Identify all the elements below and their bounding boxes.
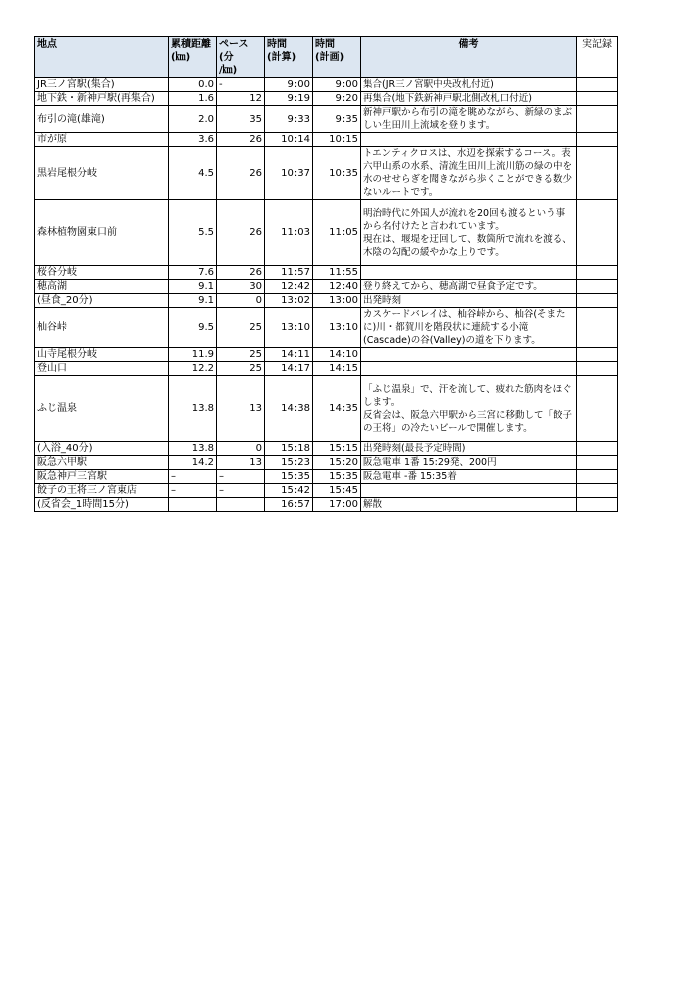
cell-pace: -	[217, 78, 265, 92]
cell-time-plan: 14:10	[313, 348, 361, 362]
cell-pace: 0	[217, 294, 265, 308]
cell-time-calc: 9:00	[265, 78, 313, 92]
cell-record	[577, 498, 618, 512]
cell-pace: 26	[217, 147, 265, 200]
cell-time-calc: 15:18	[265, 442, 313, 456]
cell-time-plan: 11:05	[313, 200, 361, 266]
cell-time-calc: 15:35	[265, 470, 313, 484]
cell-time-plan: 17:00	[313, 498, 361, 512]
cell-time-plan: 14:15	[313, 362, 361, 376]
table-row	[35, 470, 618, 484]
cell-distance: 9.5	[169, 308, 217, 348]
cell-notes	[361, 78, 577, 92]
note-paragraph: 新神戸駅から布引の滝を眺めながら、新緑のまぶしい生田川上流域を登ります。	[363, 107, 573, 131]
cell-time-plan: 15:15	[313, 442, 361, 456]
cell-notes	[361, 294, 577, 308]
cell-pace: 13	[217, 376, 265, 442]
cell-notes	[361, 348, 577, 362]
cell-notes	[361, 442, 577, 456]
cell-distance: 4.5	[169, 147, 217, 200]
cell-location: 山寺尾根分岐	[35, 348, 169, 362]
cell-pace: 26	[217, 200, 265, 266]
table-row	[35, 484, 618, 498]
cell-record	[577, 294, 618, 308]
cell-distance	[169, 498, 217, 512]
cell-time-calc: 9:33	[265, 106, 313, 133]
cell-time-calc: 13:02	[265, 294, 313, 308]
cell-time-calc: 11:57	[265, 266, 313, 280]
cell-time-calc: 16:57	[265, 498, 313, 512]
cell-location: ふじ温泉	[35, 376, 169, 442]
cell-time-plan: 15:45	[313, 484, 361, 498]
note-paragraph: 阪急電車 1番 15:29発、200円	[363, 457, 497, 468]
cell-record	[577, 266, 618, 280]
table-row	[35, 498, 618, 512]
cell-pace: 26	[217, 266, 265, 280]
table-row	[35, 294, 618, 308]
cell-pace: –	[217, 470, 265, 484]
note-paragraph: 出発時刻	[363, 295, 402, 306]
cell-distance: 13.8	[169, 442, 217, 456]
cell-record	[577, 362, 618, 376]
cell-record	[577, 456, 618, 470]
cell-location: 地下鉄・新神戸駅(再集合)	[35, 92, 169, 106]
note-paragraph: カスケードバレイは、杣谷峠から、杣谷(そまたに)川・都賀川を階段状に連続する小滝(Cascade)の谷(Valley)の道を下ります。	[363, 309, 566, 346]
cell-notes	[361, 456, 577, 470]
cell-time-calc: 12:42	[265, 280, 313, 294]
table-row	[35, 92, 618, 106]
header-distance: 累積距離 (㎞)	[169, 37, 217, 78]
note-paragraph: 阪急電車 -番 15:35着	[363, 471, 457, 482]
cell-pace: 30	[217, 280, 265, 294]
cell-location: 桜谷分岐	[35, 266, 169, 280]
cell-time-plan: 9:35	[313, 106, 361, 133]
cell-pace: 26	[217, 133, 265, 147]
cell-pace: 25	[217, 362, 265, 376]
cell-distance: 13.8	[169, 376, 217, 442]
cell-record	[577, 92, 618, 106]
header-pace: ペース(分 /㎞)	[217, 37, 265, 78]
cell-distance: 12.2	[169, 362, 217, 376]
cell-pace: 12	[217, 92, 265, 106]
cell-record	[577, 376, 618, 442]
cell-time-plan: 10:35	[313, 147, 361, 200]
cell-record	[577, 308, 618, 348]
cell-distance: 0.0	[169, 78, 217, 92]
header-row	[35, 37, 618, 78]
cell-location: 登山口	[35, 362, 169, 376]
cell-notes	[361, 147, 577, 200]
cell-record	[577, 280, 618, 294]
cell-pace: 35	[217, 106, 265, 133]
cell-time-plan: 15:20	[313, 456, 361, 470]
cell-distance: 14.2	[169, 456, 217, 470]
cell-time-plan: 9:20	[313, 92, 361, 106]
cell-pace: 13	[217, 456, 265, 470]
note-paragraph: トエンティクロスは、水辺を探索するコース。表六甲山系の水系、清流生田川上流川筋の緑の中を水のせせらぎを聞きながら歩くことができる数少ないルートです。	[363, 148, 573, 198]
cell-distance: 9.1	[169, 280, 217, 294]
cell-notes	[361, 200, 577, 266]
table-row	[35, 376, 618, 442]
note-paragraph: 現在は、堰堤を迂回して、数箇所で流れを渡る、木陰の勾配の緩やかな上りです。	[363, 233, 572, 258]
cell-time-plan: 10:15	[313, 133, 361, 147]
note-paragraph: 反省会は、阪急六甲駅から三宮に移動して「餃子の王将」の冷たいビールで開催します。	[363, 409, 573, 434]
cell-time-calc: 14:38	[265, 376, 313, 442]
table-row	[35, 348, 618, 362]
header-time-calc: 時間 (計算)	[265, 37, 313, 78]
cell-notes	[361, 280, 577, 294]
cell-notes	[361, 92, 577, 106]
cell-time-calc: 15:42	[265, 484, 313, 498]
cell-time-calc: 10:14	[265, 133, 313, 147]
table-row	[35, 456, 618, 470]
note-paragraph: 出発時刻(最長予定時間)	[363, 443, 466, 454]
cell-location: 黒岩尾根分岐	[35, 147, 169, 200]
cell-time-calc: 11:03	[265, 200, 313, 266]
cell-location: 杣谷峠	[35, 308, 169, 348]
cell-location: (反省会_1時間15分)	[35, 498, 169, 512]
cell-time-plan: 12:40	[313, 280, 361, 294]
header-notes: 備考	[361, 37, 577, 78]
cell-time-calc: 14:11	[265, 348, 313, 362]
cell-distance: 1.6	[169, 92, 217, 106]
cell-time-plan: 9:00	[313, 78, 361, 92]
schedule-table	[34, 36, 618, 512]
cell-location: (昼食_20分)	[35, 294, 169, 308]
note-paragraph: 明治時代に外国人が流れを20回も渡るという事から名付けたと言われています。	[363, 207, 566, 232]
cell-location: (入浴_40分)	[35, 442, 169, 456]
cell-location: 穂高湖	[35, 280, 169, 294]
table-row	[35, 266, 618, 280]
cell-distance: 7.6	[169, 266, 217, 280]
cell-notes	[361, 133, 577, 147]
cell-notes	[361, 362, 577, 376]
cell-record	[577, 484, 618, 498]
table-row	[35, 280, 618, 294]
cell-time-calc: 10:37	[265, 147, 313, 200]
table-row	[35, 362, 618, 376]
table-row	[35, 147, 618, 200]
cell-distance: 5.5	[169, 200, 217, 266]
cell-record	[577, 348, 618, 362]
cell-location: JR三ノ宮駅(集合)	[35, 78, 169, 92]
cell-location: 餃子の王将三ノ宮東店	[35, 484, 169, 498]
cell-time-calc: 13:10	[265, 308, 313, 348]
table-row	[35, 106, 618, 133]
cell-notes	[361, 308, 577, 348]
note-paragraph: 再集合(地下鉄新神戸駅北側改札口付近)	[363, 93, 532, 104]
cell-pace: 25	[217, 308, 265, 348]
cell-notes	[361, 106, 577, 133]
note-paragraph: 「ふじ温泉」で、汗を流して、疲れた筋肉をほぐします。	[363, 383, 572, 408]
cell-distance: 3.6	[169, 133, 217, 147]
cell-time-calc: 14:17	[265, 362, 313, 376]
cell-pace: 0	[217, 442, 265, 456]
table-row	[35, 78, 618, 92]
cell-time-plan: 13:00	[313, 294, 361, 308]
cell-notes	[361, 470, 577, 484]
cell-pace: 25	[217, 348, 265, 362]
table-row	[35, 200, 618, 266]
note-paragraph: 登り終えてから、穂高湖で昼食予定です。	[363, 281, 543, 292]
cell-distance: –	[169, 484, 217, 498]
cell-record	[577, 78, 618, 92]
note-paragraph: 集合(JR三ノ宮駅中央改札付近)	[363, 79, 494, 90]
cell-record	[577, 147, 618, 200]
cell-time-plan: 14:35	[313, 376, 361, 442]
cell-notes	[361, 376, 577, 442]
cell-notes	[361, 498, 577, 512]
cell-time-plan: 13:10	[313, 308, 361, 348]
cell-distance: 2.0	[169, 106, 217, 133]
cell-location: 森林植物園東口前	[35, 200, 169, 266]
cell-time-plan: 15:35	[313, 470, 361, 484]
cell-notes	[361, 484, 577, 498]
cell-record	[577, 442, 618, 456]
cell-time-calc: 9:19	[265, 92, 313, 106]
cell-time-calc: 15:23	[265, 456, 313, 470]
schedule-body	[35, 78, 618, 512]
cell-record	[577, 470, 618, 484]
cell-record	[577, 106, 618, 133]
cell-distance: 11.9	[169, 348, 217, 362]
header-record: 実記録	[577, 37, 618, 78]
table-row	[35, 133, 618, 147]
cell-location: 市が原	[35, 133, 169, 147]
cell-pace: –	[217, 484, 265, 498]
cell-location: 阪急六甲駅	[35, 456, 169, 470]
cell-record	[577, 133, 618, 147]
cell-distance: –	[169, 470, 217, 484]
cell-pace	[217, 498, 265, 512]
cell-record	[577, 200, 618, 266]
table-row	[35, 308, 618, 348]
header-location: 地点	[35, 37, 169, 78]
cell-location: 阪急神戸三宮駅	[35, 470, 169, 484]
cell-time-plan: 11:55	[313, 266, 361, 280]
cell-location: 布引の滝(雄滝)	[35, 106, 169, 133]
note-paragraph: 解散	[363, 499, 383, 510]
cell-distance: 9.1	[169, 294, 217, 308]
cell-notes	[361, 266, 577, 280]
header-time-plan: 時間 (計画)	[313, 37, 361, 78]
table-row	[35, 442, 618, 456]
